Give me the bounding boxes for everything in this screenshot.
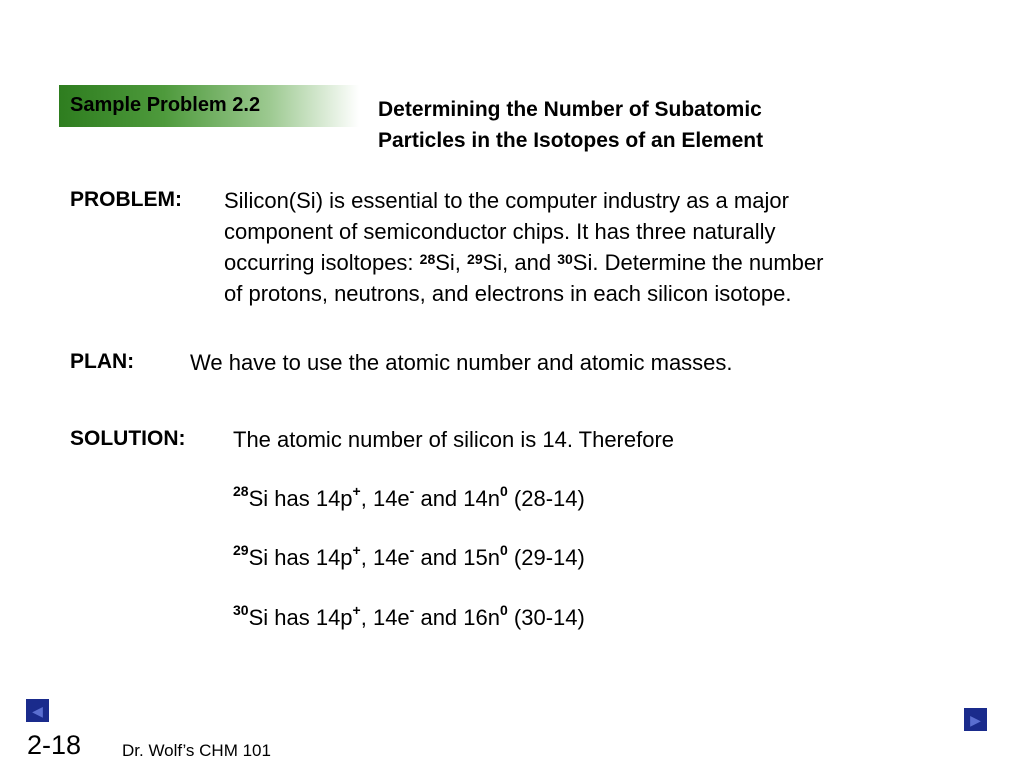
- problem-line-3-start: occurring isoltopes:: [224, 250, 420, 275]
- mass-number-30: 30: [557, 251, 573, 267]
- isotope-text: and 14n: [414, 486, 500, 511]
- solution-intro-line: The atomic number of silicon is 14. Therefore: [233, 427, 675, 452]
- isotope-text: and 15n: [414, 545, 500, 570]
- plan-label: PLAN:: [70, 350, 135, 373]
- arrow-left-icon: ◀: [32, 702, 43, 719]
- proton-charge: +: [352, 483, 361, 499]
- isotope-text: Si has 14p: [248, 605, 353, 630]
- problem-line-3: [224, 247, 823, 278]
- problem-line-4: of protons, neutrons, and electrons in each silicon isotope.: [224, 281, 792, 306]
- electron-charge: -: [409, 542, 415, 558]
- isotope-text: (30-14): [507, 605, 585, 630]
- isotope-symbol: Si, and: [482, 250, 558, 275]
- slide-number: 2-18: [27, 730, 82, 760]
- solution-label: SOLUTION:: [70, 427, 186, 450]
- isotope-text: , 14e: [360, 545, 410, 570]
- isotope-line: [233, 602, 585, 631]
- sample-problem-label: Sample Problem 2.2: [70, 94, 261, 116]
- slide-title-line-1: Determining the Number of Subatomic: [378, 98, 762, 121]
- isotope-line: [233, 483, 585, 512]
- isotope-text: , 14e: [360, 486, 410, 511]
- neutron-charge: 0: [499, 602, 508, 618]
- mass-number-28: 28: [419, 251, 436, 267]
- problem-line-1: Silicon(Si) is essential to the computer industry as a major: [224, 188, 789, 213]
- slide-title-line-2: Particles in the Isotopes of an Element: [378, 129, 764, 152]
- solution-intro: [233, 424, 674, 455]
- mass-number-29: 29: [467, 251, 483, 267]
- isotope-text: (28-14): [507, 486, 585, 511]
- isotope-symbol: Si,: [435, 250, 468, 275]
- electron-charge: -: [409, 483, 415, 499]
- plan-text: [190, 347, 733, 378]
- proton-charge: +: [352, 542, 361, 558]
- isotope-line: [233, 542, 585, 571]
- isotope-mass: 30: [233, 602, 249, 618]
- problem-line-3-end: Si. Determine the number: [572, 250, 824, 275]
- course-footer: Dr. Wolf’s CHM 101: [122, 741, 271, 760]
- arrow-right-icon: ▶: [970, 711, 981, 728]
- isotope-mass: 29: [233, 542, 249, 558]
- problem-label: PROBLEM:: [70, 188, 182, 211]
- slide-title: [378, 94, 763, 156]
- neutron-charge: 0: [499, 542, 508, 558]
- problem-line-2: component of semiconductor chips. It has three naturally: [224, 219, 776, 244]
- plan-text-line: We have to use the atomic number and atomic masses.: [190, 350, 733, 375]
- isotope-text: and 16n: [414, 605, 500, 630]
- isotope-text: Si has 14p: [248, 486, 353, 511]
- isotope-mass: 28: [233, 483, 249, 499]
- nav-forward-button[interactable]: [964, 708, 987, 731]
- proton-charge: +: [352, 602, 361, 618]
- neutron-charge: 0: [499, 483, 508, 499]
- problem-text: [224, 185, 823, 309]
- nav-back-button[interactable]: [26, 699, 49, 722]
- isotope-text: , 14e: [360, 605, 410, 630]
- isotope-text: (29-14): [507, 545, 585, 570]
- isotope-text: Si has 14p: [248, 545, 353, 570]
- electron-charge: -: [409, 602, 415, 618]
